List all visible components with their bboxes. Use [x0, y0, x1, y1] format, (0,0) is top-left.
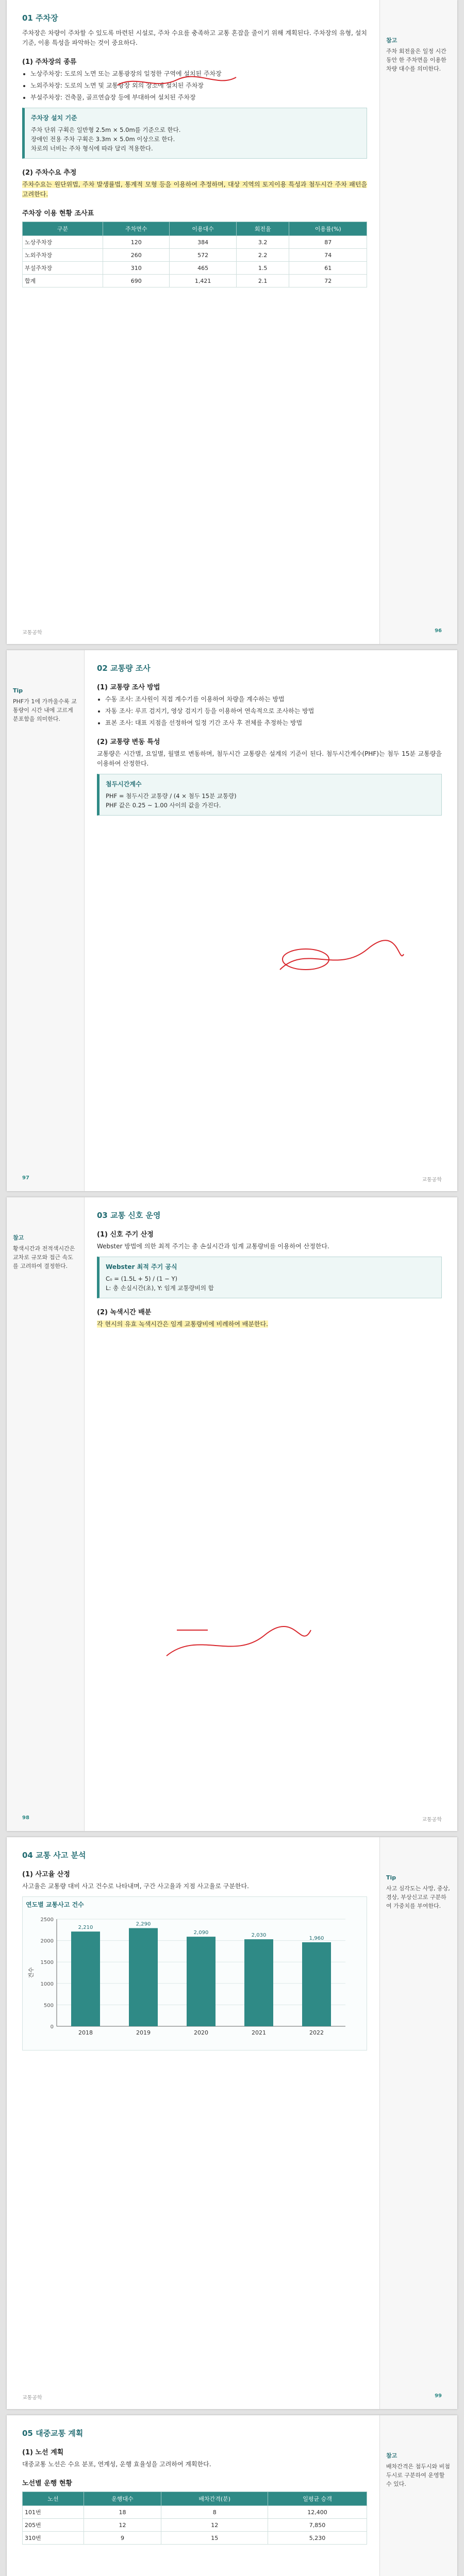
- data-label: 2,210: [78, 1925, 93, 1931]
- table-header: 일평균 승객: [268, 2492, 367, 2506]
- box-line: PHF = 첨두시간 교통량 / (4 × 첨두 15분 교통량): [106, 792, 237, 800]
- y-tick-label: 2000: [40, 1938, 54, 1944]
- x-tick-label: 2022: [309, 2029, 324, 2036]
- page-footer: [7, 2393, 457, 2401]
- accident-bar-chart: [26, 1911, 356, 2045]
- page-4: [7, 1837, 457, 2409]
- table-row: 노외주차장 260 572 2.2 74: [23, 249, 367, 262]
- subsection-title: (1) 사고율 산정: [22, 1871, 70, 1878]
- box-line: C₀ = (1.5L + 5) / (1 − Y): [106, 1275, 177, 1282]
- bar: [71, 1931, 100, 2026]
- paragraph: 각 현시의 유효 녹색시간은 임계 교통량비에 비례하여 배분한다.: [97, 1320, 268, 1328]
- page-number: 98: [22, 1815, 29, 1821]
- subsection-title: (1) 교통량 조사 방법: [97, 684, 160, 691]
- side-note: 참고 주차 회전율은 일정 시간 동안 한 주차면을 이용한 차량 대수를 의미한다.: [386, 37, 446, 72]
- box-line: 차로의 너비는 주차 형식에 따라 달리 적용한다.: [31, 145, 153, 152]
- page-footer: [7, 1175, 457, 1183]
- section-title: 01 주차장: [22, 13, 58, 23]
- y-tick-label: 0: [50, 2024, 54, 2030]
- y-tick-label: 1000: [40, 1981, 54, 1987]
- side-margin: [379, 1837, 457, 2409]
- side-margin: [379, 2415, 457, 2576]
- formula-box: [97, 774, 442, 816]
- table-row: 부설주차장 310 465 1.5 61: [23, 262, 367, 275]
- table-header: 회전율: [236, 222, 289, 236]
- table-row: 노상주차장 120 384 3.2 87: [23, 236, 367, 249]
- chart-container: [22, 1896, 367, 2050]
- page-number: 96: [435, 628, 442, 634]
- page-number: 99: [435, 2393, 442, 2399]
- paragraph: Webster 방법에 의한 최적 주기는 총 손실시간과 임계 교통량비를 이용하여 산정한다.: [97, 1243, 329, 1250]
- page-footer: [7, 1815, 457, 1823]
- table-header: 노선: [23, 2492, 84, 2506]
- bar: [302, 1942, 331, 2026]
- table-row: 합계 690 1,421 2.1 72: [23, 275, 367, 287]
- page-5: [7, 2415, 457, 2576]
- paragraph: 교통량은 시간별, 요일별, 월별로 변동하며, 첨두시간 교통량은 설계의 기준이 된다. 첨두시간계수(PHF)는 첨두 15분 교통량을 이용하여 산정한다.: [97, 750, 442, 767]
- paragraph: 대중교통 노선은 수요 분포, 연계성, 운행 효율성을 고려하여 계획한다.: [22, 2461, 211, 2468]
- list-item: • 자동 조사: 루프 검지기, 영상 검지기 등을 이용하여 연속적으로 조사하는 방법: [105, 706, 442, 716]
- side-note: Tip 사고 심각도는 사망, 중상, 경상, 부상신고로 구분하여 가중치를 부여한다.: [386, 1874, 450, 1909]
- y-axis-label: 건수: [28, 1967, 35, 1978]
- data-label: 2,290: [136, 1921, 151, 1927]
- x-tick-label: 2021: [252, 2029, 266, 2036]
- main-content: [97, 1210, 442, 1333]
- table-caption: 노선별 운행 현황: [22, 2480, 72, 2487]
- list-item: • 수동 조사: 조사원이 직접 계수기를 이용하여 차량을 계수하는 방법: [105, 694, 442, 704]
- box-line: 주차 단위 구획은 일반형 2.5m × 5.0m를 기준으로 한다.: [31, 126, 181, 133]
- section-title: 05 대중교통 계획: [22, 2429, 84, 2438]
- list-item: • 부설주차장: 건축물, 골프연습장 등에 부대하여 설치된 주차장: [30, 93, 367, 103]
- table-header: 이용대수: [170, 222, 236, 236]
- box-line: 장애인 전용 주차 구획은 3.3m × 5.0m 이상으로 한다.: [31, 135, 175, 143]
- box-line: PHF 값은 0.25 ~ 1.00 사이의 값을 가진다.: [106, 802, 221, 809]
- subsection-title: (1) 신호 주기 산정: [97, 1231, 154, 1239]
- section-title: 04 교통 사고 분석: [22, 1851, 86, 1860]
- subsection-title: (2) 녹색시간 배분: [97, 1309, 152, 1316]
- data-label: 1,960: [309, 1935, 324, 1941]
- paragraph: 사고율은 교통량 대비 사고 건수로 나타내며, 구간 사고율과 지점 사고율로 구분한다.: [22, 1883, 249, 1890]
- main-content: [97, 663, 442, 821]
- x-tick-label: 2018: [78, 2029, 93, 2036]
- bar: [129, 1928, 158, 2026]
- main-content: [22, 1850, 367, 2056]
- side-margin: [379, 0, 457, 644]
- info-box: [22, 108, 367, 159]
- paragraph: 주차수요는 원단위법, 주차 발생률법, 통계적 모형 등을 이용하여 추정하며, 대상 지역의 토지이용 특성과 첨두시간 주차 패턴을 고려한다.: [22, 181, 367, 198]
- box-line: L: 총 손실시간(초), Y: 임계 교통량비의 합: [106, 1284, 214, 1292]
- side-margin: [7, 650, 85, 1191]
- table-header: 배차간격(분): [161, 2492, 268, 2506]
- x-tick-label: 2020: [194, 2029, 208, 2036]
- method-list: [97, 694, 442, 728]
- route-table: [22, 2492, 367, 2545]
- bar: [187, 1937, 216, 2026]
- side-note: 참고 배차간격은 첨두시와 비첨두시로 구분하여 운영할 수 있다.: [386, 2452, 450, 2487]
- page-number: 97: [22, 1175, 29, 1181]
- side-note: Tip PHF가 1에 가까울수록 교통량이 시간 내에 고르게 분포함을 의미한다.: [13, 687, 77, 722]
- list-item: • 노외주차장: 도로의 노면 및 교통광장 외의 장소에 설치된 주차장: [30, 81, 367, 91]
- handwritten-annotation: [161, 1620, 316, 1666]
- intro-text: 주차장은 차량이 주차할 수 있도록 마련된 시설로, 주차 수요를 충족하고 교통 혼잡을 줄이기 위해 계획된다. 주차장의 유형, 설치 기준, 이용 특성을 파악하는 것이 중요하다.: [22, 29, 367, 46]
- list-item: • 노상주차장: 도로의 노면 또는 교통광장의 일정한 구역에 설치된 주차장: [30, 69, 367, 79]
- table-row: 205번 12 12 7,850: [23, 2519, 367, 2532]
- subsection-title: (1) 노선 계획: [22, 2449, 64, 2456]
- list-item: • 표본 조사: 대표 지점을 선정하여 일정 기간 조사 후 전체를 추정하는 방법: [105, 718, 442, 728]
- side-note: 참고 황색시간과 전적색시간은 교차로 규모와 접근 속도를 고려하여 결정한다.: [13, 1234, 75, 1269]
- data-label: 2,090: [193, 1930, 209, 1936]
- section-title: 03 교통 신호 운영: [97, 1211, 161, 1220]
- section-title: 02 교통량 조사: [97, 664, 151, 673]
- book-title: 교통공학: [22, 630, 42, 636]
- usage-table: [22, 222, 367, 287]
- type-list: [22, 69, 367, 103]
- handwritten-annotation: [275, 939, 409, 980]
- table-caption: 주차장 이용 현황 조사표: [22, 210, 94, 217]
- chart-title: 연도별 교통사고 건수: [26, 1901, 84, 1908]
- page-footer: [7, 628, 457, 636]
- box-title: 첨두시간계수: [106, 781, 142, 788]
- table-header: 운행대수: [84, 2492, 161, 2506]
- subsection-title: (2) 교통량 변동 특성: [97, 738, 160, 746]
- table-header: 이용률(%): [289, 222, 367, 236]
- side-margin: [7, 1197, 85, 1831]
- page-1: [7, 0, 457, 644]
- main-content: [22, 2428, 367, 2549]
- table-header: 주차면수: [103, 222, 170, 236]
- x-tick-label: 2019: [136, 2029, 151, 2036]
- page-3: [7, 1197, 457, 1831]
- table-header: 구분: [23, 222, 103, 236]
- book-title: 교통공학: [422, 1817, 442, 1823]
- box-title: Webster 최적 주기 공식: [106, 1263, 177, 1270]
- table-row: 310번 9 15 5,230: [23, 2532, 367, 2545]
- table-row: 101번 18 8 12,400: [23, 2506, 367, 2519]
- book-title: 교통공학: [22, 2395, 42, 2401]
- box-title: 주차장 설치 기준: [31, 114, 77, 122]
- bar: [244, 1939, 273, 2026]
- formula-box: [97, 1257, 442, 1298]
- y-tick-label: 500: [43, 2003, 54, 2009]
- book-title: 교통공학: [422, 1177, 442, 1183]
- y-tick-label: 2500: [40, 1917, 54, 1923]
- main-content: [22, 12, 367, 292]
- y-tick-label: 1500: [40, 1960, 54, 1966]
- subsection-title: (2) 주차수요 추정: [22, 169, 77, 177]
- subsection-title: (1) 주차장의 종류: [22, 58, 77, 66]
- page-2: [7, 650, 457, 1191]
- data-label: 2,030: [251, 1933, 267, 1939]
